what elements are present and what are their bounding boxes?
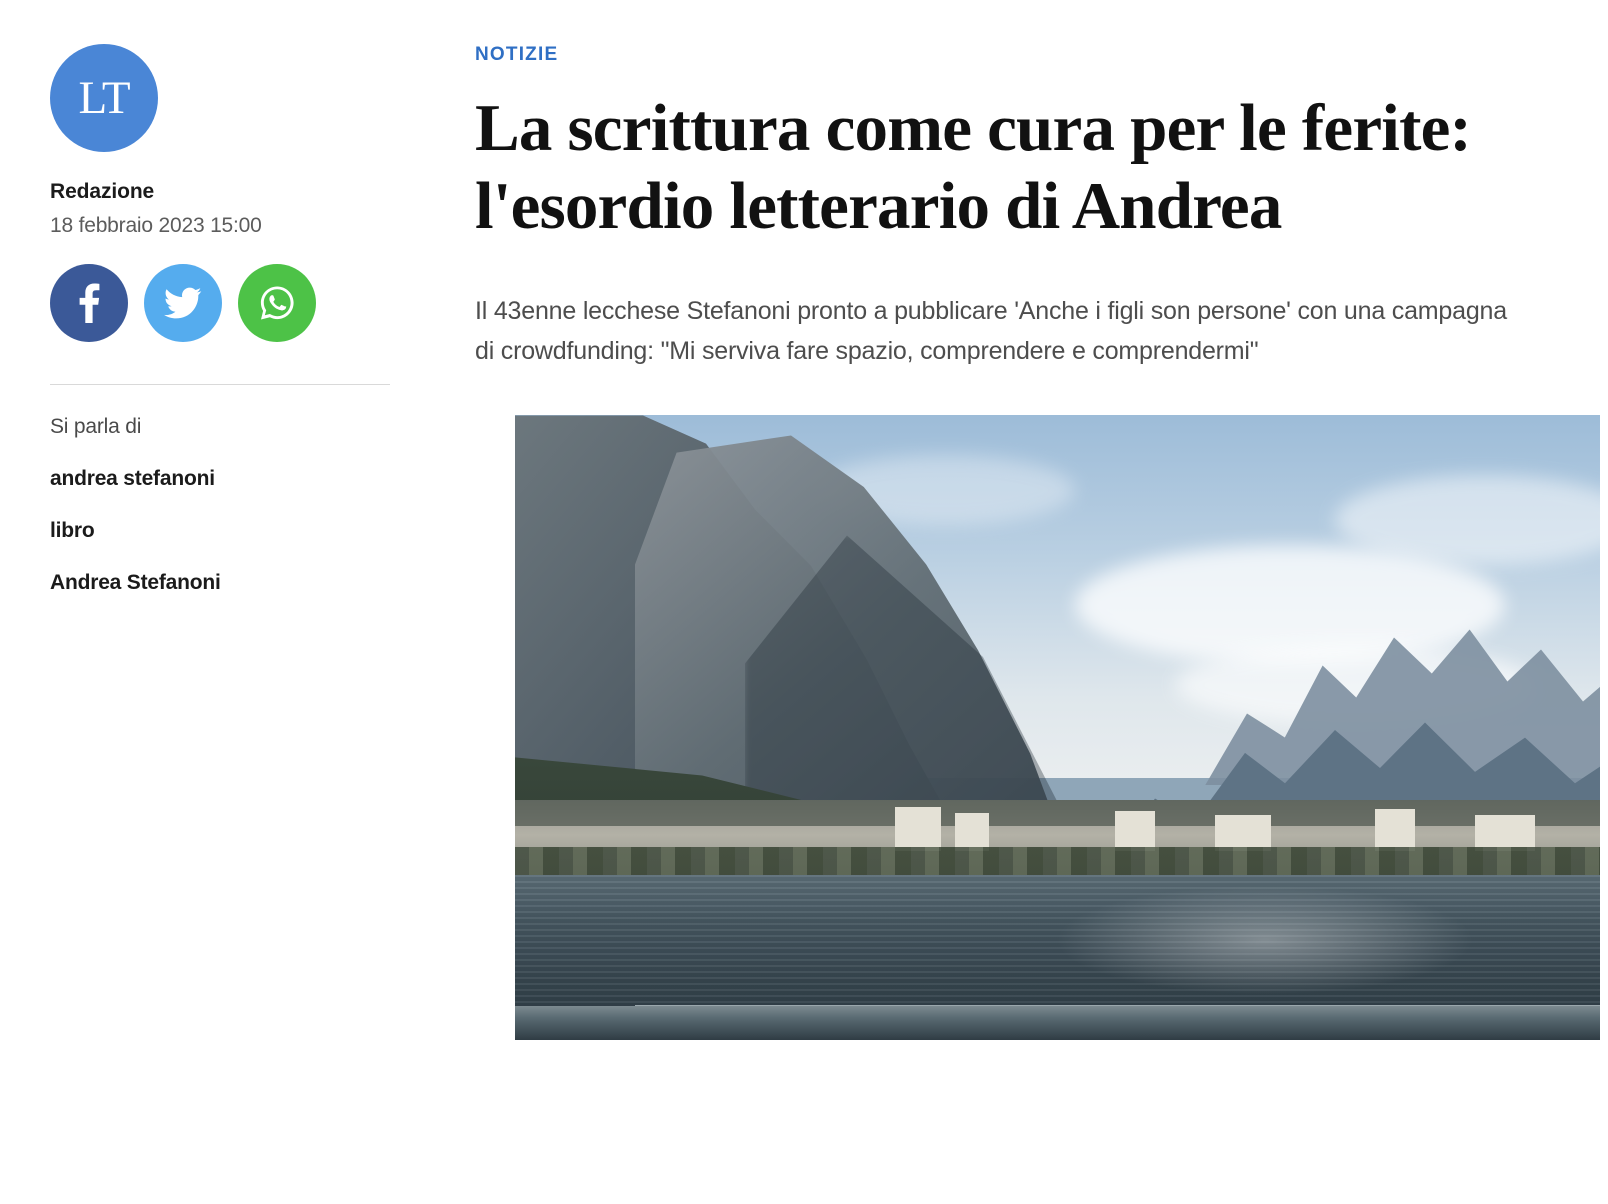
avatar-initials: LT <box>78 72 130 124</box>
topic-tag[interactable]: libro <box>50 519 95 542</box>
avatar <box>50 44 158 152</box>
whatsapp-icon <box>258 284 296 322</box>
category-kicker[interactable]: NOTIZIE <box>475 44 559 65</box>
share-twitter-button[interactable] <box>144 264 222 342</box>
building-shape <box>1375 809 1415 851</box>
publish-timestamp: 18 febbraio 2023 15:00 <box>50 214 262 237</box>
water-reflection <box>1055 885 1475 995</box>
building-shape <box>1215 815 1271 851</box>
town-shadow-band <box>515 800 1600 826</box>
building-shape <box>955 813 989 851</box>
building-shape <box>1115 811 1155 851</box>
railing-base <box>515 1006 1600 1040</box>
topic-tag[interactable]: Andrea Stefanoni <box>50 571 221 594</box>
author-name: Redazione <box>50 180 155 203</box>
shoreline-trees <box>515 847 1600 877</box>
topics-label: Si parla di <box>50 415 142 438</box>
article-standfirst: Il 43enne lecchese Stefanoni pronto a pubblicare 'Anche i figli son persone' con una campagna di crowdfunding: "Mi serviva fare spazio, comprendere e comprendermi" <box>475 297 1507 366</box>
share-facebook-button[interactable] <box>50 264 128 342</box>
page-title: La scrittura come cura per le ferite: l'esordio letterario di Andrea <box>475 91 1472 243</box>
divider <box>50 384 390 385</box>
article-meta-sidebar <box>0 44 430 1204</box>
building-shape <box>1475 815 1535 851</box>
article-body <box>430 44 1608 1204</box>
share-whatsapp-button[interactable] <box>238 264 316 342</box>
article-hero-image <box>515 415 1600 1040</box>
building-shape <box>895 807 941 851</box>
twitter-icon <box>164 287 202 319</box>
topic-tag[interactable]: andrea stefanoni <box>50 467 215 490</box>
share-buttons <box>50 264 390 342</box>
facebook-icon <box>77 283 101 323</box>
